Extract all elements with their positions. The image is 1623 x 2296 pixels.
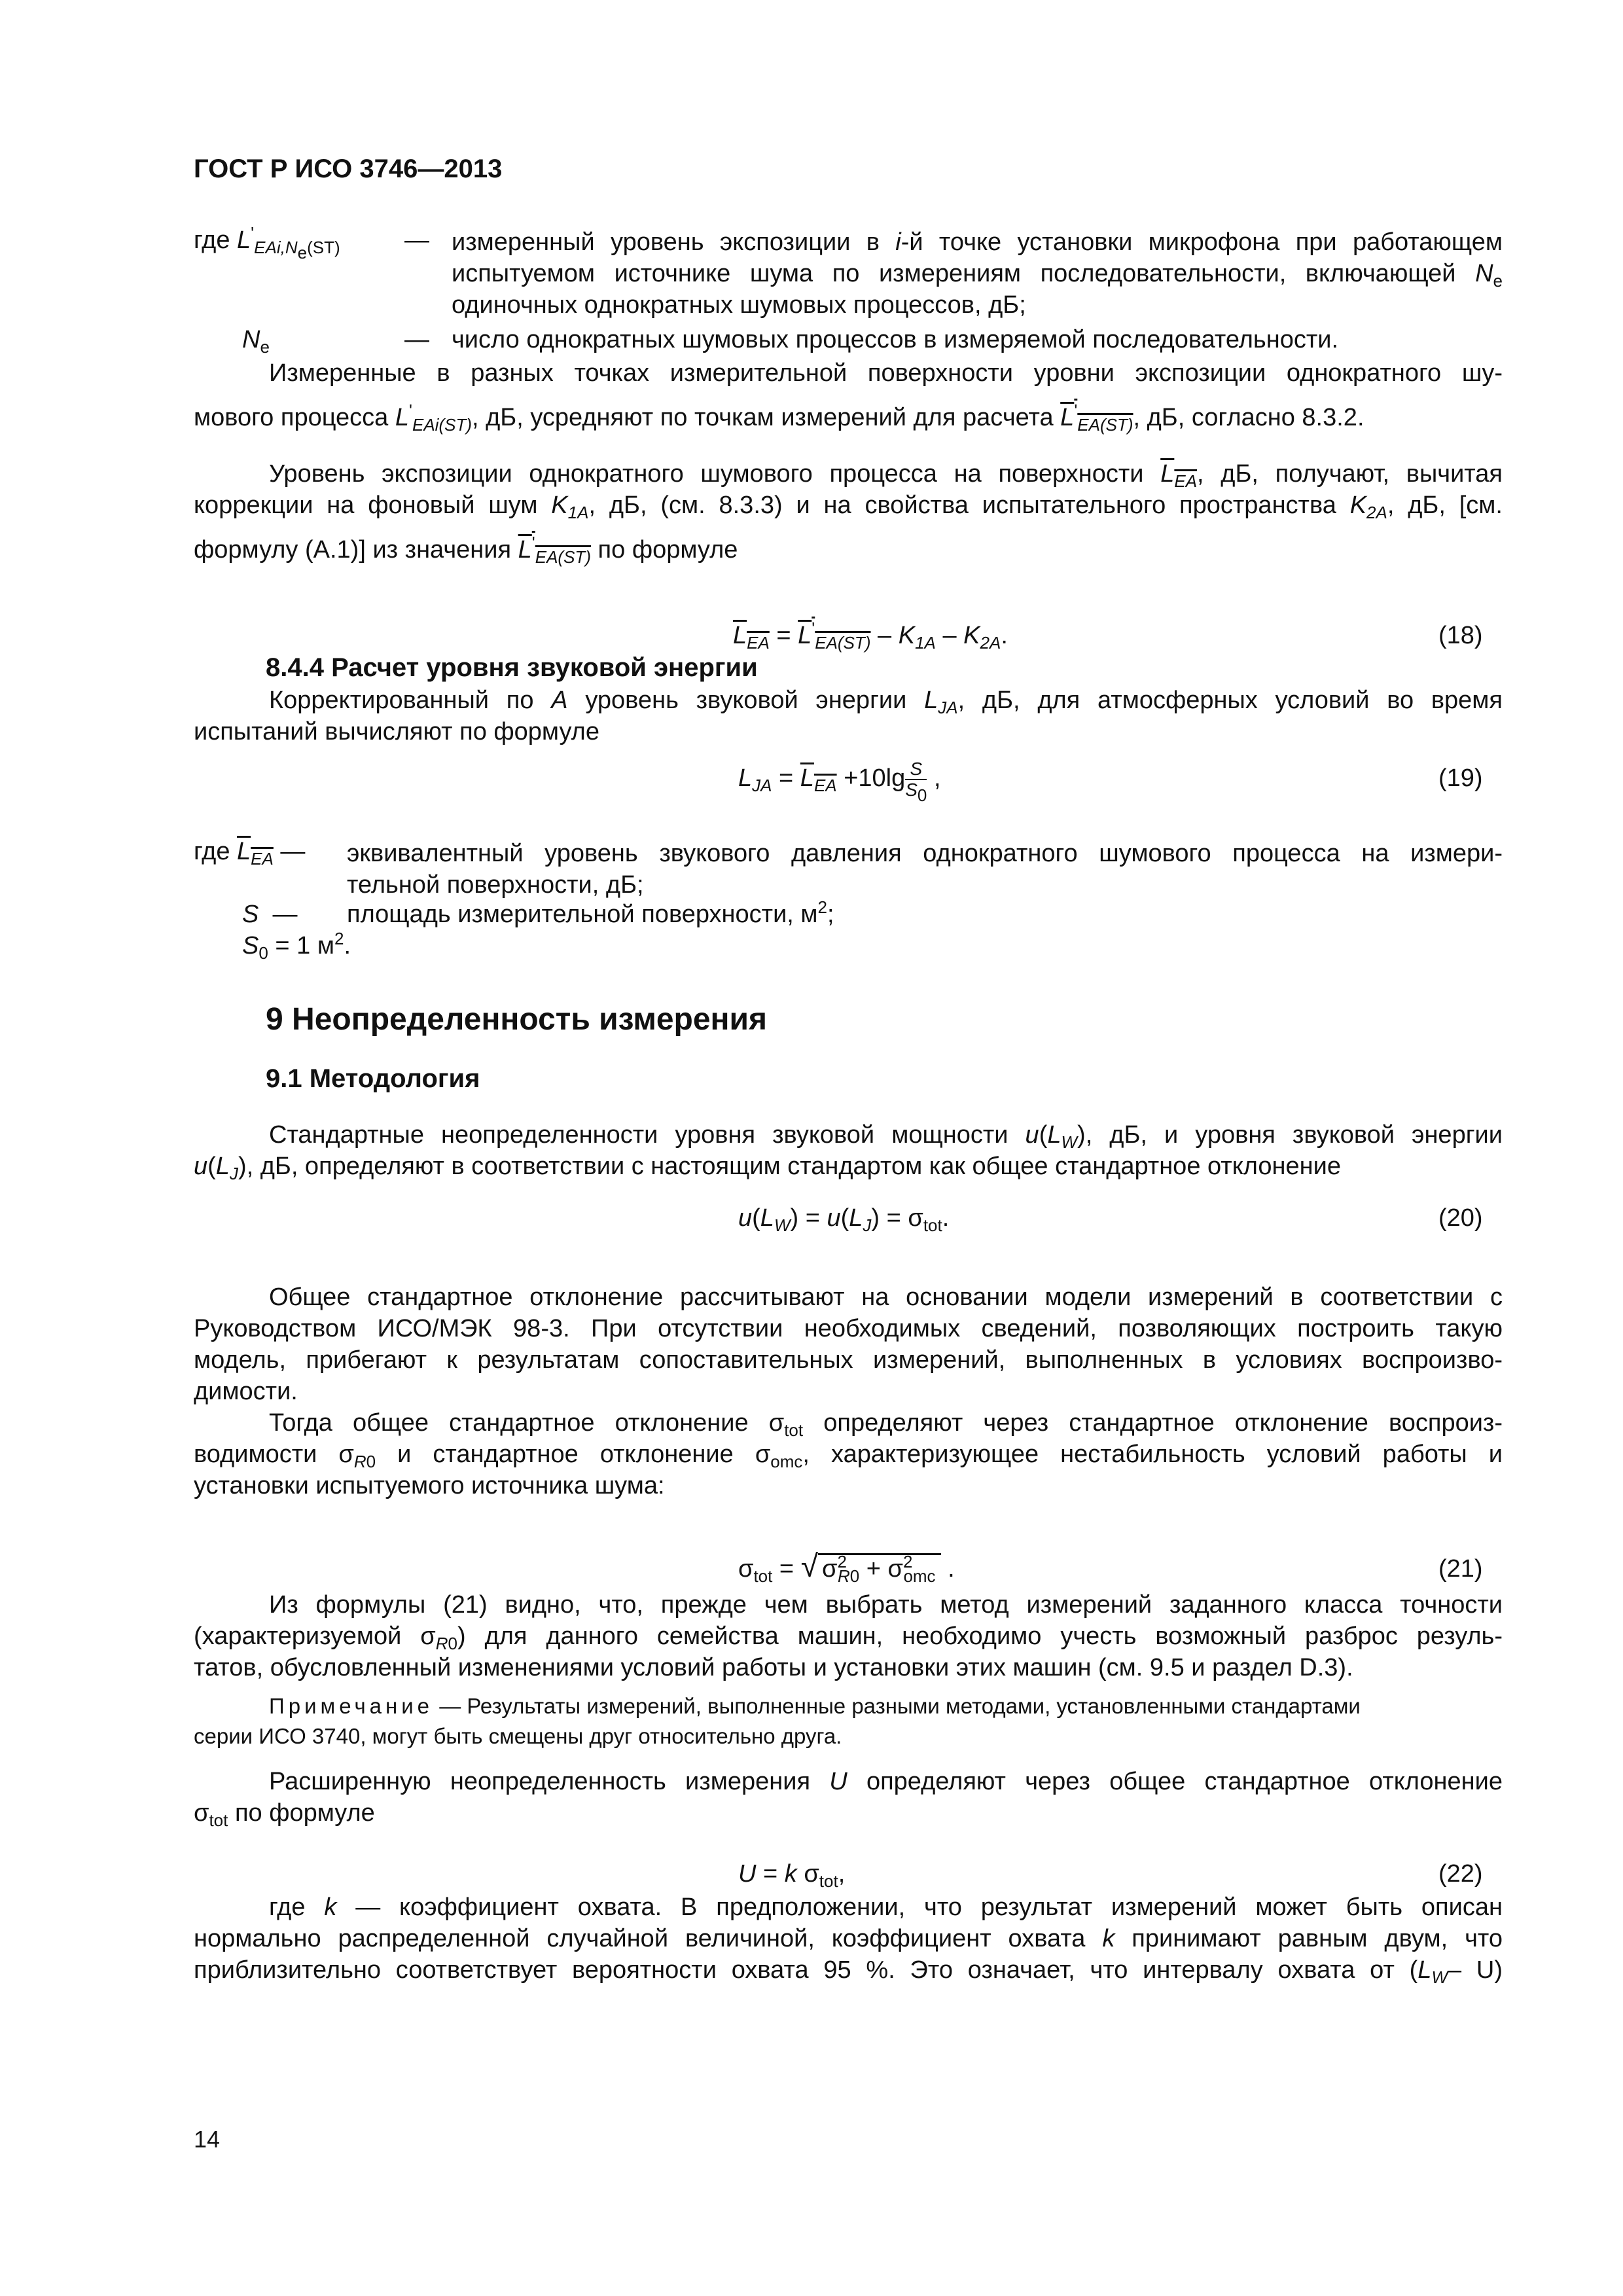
p91-a: Стандартные неопределенности уровня звуковой мощности: [269, 1121, 1008, 1149]
para6-U: U: [829, 1768, 847, 1795]
equation-21: $\sigma_{tot}$ = √ $\sigma^2_{R0} + \sigma^2_{omc}$ .: [738, 1549, 955, 1586]
para4-b1: водимости: [194, 1441, 317, 1468]
ne-sub: e: [260, 337, 270, 357]
para1-line-a: Измеренные в разных точках измерительной поверхности уровни экспозиции однократного шу-: [269, 359, 1503, 387]
def2-s0-text: = 1 м: [275, 932, 334, 960]
eq19-sub2: EA: [813, 776, 837, 796]
para7-a1: где: [269, 1893, 306, 1921]
section-9-title: 9 Неопределенность измерения: [266, 1002, 768, 1037]
equation-22: U = k $\sigma_{tot}$,: [738, 1860, 846, 1891]
def2-text-1a: эквивалентный уровень звукового давления однократного шумового процесса на измери-: [347, 840, 1503, 867]
p844-A: A: [551, 687, 568, 714]
p844-a3: , дБ, для атмосферных условий во время: [957, 687, 1503, 714]
def2-s: S: [242, 901, 259, 928]
def-text-ne-sub: e: [1493, 271, 1503, 291]
para1-b2: , дБ, усредняют по точкам измерений для расчета: [472, 404, 1054, 431]
equation-18: $L_{EA} = L'_{EA(ST)} - K_{1A} - K_{2A}$.: [733, 619, 1008, 653]
para7-b: нормально распределенной случайной величиной, коэффициент охвата k принимают равным двум, что: [194, 1925, 1503, 1952]
para4-b: водимости $\sigma_{R0}$ и стандартное отклонение $\sigma_{omc}$, характеризующее нестабильность условий работы и: [194, 1441, 1503, 1471]
sym-sub: EAi,N: [254, 238, 298, 257]
section-8-4-4-title: 8.4.4 Расчет уровня звуковой энергии: [266, 653, 758, 682]
eq19-lg: +10lg: [844, 764, 906, 793]
eq19-fraction: $\frac{S}{S_0}$: [905, 759, 927, 805]
paragraph-8-4-4: [194, 685, 1503, 747]
para7-b2: принимают равным двум, что: [1132, 1925, 1503, 1952]
equation-number-19: (19): [1438, 764, 1483, 792]
equation-number-21: (21): [1438, 1555, 1483, 1583]
def-text-1d: одиночных однократных шумовых процессов, дБ;: [452, 291, 1026, 319]
def-text-1c: испытуемом источнике шума по измерениям последовательности, включающей: [452, 260, 1456, 287]
paragraph-3: [194, 1282, 1503, 1407]
para2-b-sub1: 1A: [567, 503, 589, 522]
para2-b3: , дБ, [см.: [1387, 492, 1503, 519]
para2-b-sub2: 2A: [1366, 503, 1387, 522]
def2-where: где: [194, 838, 230, 865]
para1-sub1: EAi(ST): [412, 415, 472, 435]
def2-text-2a: площадь измерительной поверхности, м: [347, 901, 818, 928]
eq19-frac-bot-sub: 0: [917, 785, 927, 805]
where-word: где: [194, 226, 230, 254]
def-dash-2: —: [404, 326, 429, 353]
para7-a: [194, 1892, 1503, 1923]
para5-c: татов, обусловленный изменениями условий работы и установки этих машин (см. 9.5 и раздел D.3).: [194, 1654, 1353, 1681]
para1-b3: , дБ, согласно 8.3.2.: [1133, 404, 1364, 431]
equation-number-18: (18): [1438, 622, 1483, 649]
note-b: серии ИСО 3740, могут быть смещены друг относительно друга.: [194, 1724, 842, 1748]
para1-b1: мового процесса: [194, 404, 389, 431]
p844-line-a: Корректированный по A уровень звуковой энергии $L_{JA}$, дБ, для атмосферных условий во время: [269, 687, 1503, 717]
para6-a1: Расширенную неопределенность измерения: [269, 1768, 811, 1795]
p91-line-b: $u(L_J)$, дБ, определяют в соответствии с настоящим стандартом как общее стандартное отклонение: [194, 1153, 1341, 1183]
def2-symbol-lea: где $L_{EA}$ —: [194, 838, 306, 869]
note-label: Примечание: [269, 1694, 434, 1718]
def-text-1i: i: [895, 228, 901, 256]
p844-line-b: испытаний вычисляют по формуле: [194, 718, 599, 745]
para1-line-b: мового процесса $L'_{EAi(ST)}$, дБ, усредняют по точкам измерений для расчета $L'_{EA(ST)}$, дБ, согласно 8.3.2.: [194, 401, 1364, 435]
def2-symbol-s: S —: [242, 901, 298, 928]
paragraph-6: [194, 1766, 1503, 1829]
paragraph-9-1: [194, 1119, 1503, 1182]
def2-text-1: [347, 838, 1503, 901]
para7-a2: — коэффициент охвата. В предположении, что результат измерений может быть описан: [355, 1893, 1503, 1921]
para1-sub2: EA(ST): [1077, 415, 1133, 435]
sym-sub2: e: [297, 243, 308, 262]
para7-k: k: [324, 1893, 337, 1921]
eq18-sub3: 1A: [915, 633, 936, 653]
para3-b: Руководством ИСО/МЭК 98-3. При отсутствии необходимых сведений, позволяющих построить такую: [194, 1315, 1503, 1342]
def2-text-2: площадь измерительной поверхности, $м^2$;: [347, 897, 834, 928]
p91-a2: , дБ, и уровня звуковой энергии: [1085, 1121, 1503, 1149]
eq18-sub1: EA: [747, 633, 770, 653]
def2-sub: EA: [251, 849, 274, 869]
eq19-frac-top: S: [910, 759, 923, 779]
para2-line-c: формулу (А.1)] из значения $L'_{EA(ST)}$ по формуле: [194, 533, 738, 567]
para2-c2: по формуле: [597, 536, 738, 564]
def-symbol-ne: $N_e$: [242, 326, 270, 357]
def2-s0: $S_0 = 1$ $м^2$.: [242, 929, 351, 963]
equation-20: $u(L_W) = u(L_J) = \sigma_{tot}$.: [738, 1204, 950, 1235]
para7-c1: приблизительно соответствует вероятности охвата 95 %. Это означает, что интервалу охвата от (: [194, 1956, 1418, 1984]
para5-a: Из формулы (21) видно, что, прежде чем выбрать метод измерений заданного класса точности: [269, 1591, 1503, 1619]
def-symbol-leai: где $L'_{EAi,N_e(ST)}$: [194, 223, 340, 262]
equation-number-22: (22): [1438, 1860, 1483, 1888]
p844-a1: Корректированный по: [269, 687, 534, 714]
paragraph-4: [194, 1407, 1503, 1501]
def-text-2: число однократных шумовых процессов в измеряемой последовательности.: [452, 326, 1339, 353]
p91-line-a: Стандартные неопределенности уровня звуковой мощности $u(L_W)$, дБ, и уровня звуковой энергии: [269, 1121, 1503, 1152]
def-text-1: измеренный уровень экспозиции в i-й точке установки микрофона при работающем испытуемом источнике шума по измерениям последовательности, включающей $N_e$ одиночных однократных шумовых процессов, дБ;: [452, 228, 1503, 319]
paragraph-1: [194, 357, 1503, 433]
note: [194, 1691, 1503, 1751]
p844-a2: уровень звуковой энергии: [585, 687, 907, 714]
para5-b: (характеризуемой $\sigma_{R0}$) для данного семейства машин, необходимо учесть возможный разброс резуль-: [194, 1623, 1503, 1653]
document-header: ГОСТ Р ИСО 3746—2013: [194, 154, 503, 183]
note-line-a: [194, 1691, 1503, 1721]
para5-b1: (характеризуемой: [194, 1623, 402, 1650]
note-a: — Результаты измерений, выполненные разными методами, установленными стандартами: [439, 1694, 1361, 1718]
para2-c-sub: EA(ST): [535, 547, 591, 567]
def-dash-1: —: [404, 226, 429, 254]
paragraph-5: [194, 1589, 1503, 1683]
para3-c: модель, прибегают к результатам сопоставительных измерений, выполненных в условиях воспроизво-: [194, 1346, 1503, 1374]
p844-sub: JA: [938, 698, 958, 717]
para4-c: установки испытуемого источника шума:: [194, 1472, 665, 1499]
para2-b1: коррекции на фоновый шум: [194, 492, 538, 519]
para4-a: Тогда общее стандартное отклонение $\sigma_{tot}$ определяют через стандартное отклонение воспроиз-: [269, 1409, 1503, 1440]
para2-line-a: Уровень экспозиции однократного шумового процесса на поверхности $L_{EA}$, дБ, получают, вычитая: [269, 460, 1503, 491]
para6-b: $\sigma_{tot}$ по формуле: [194, 1799, 375, 1830]
para7-c2: – U): [1447, 1956, 1503, 1984]
page-number: 14: [194, 2126, 221, 2153]
para4-a1: Тогда общее стандартное отклонение: [269, 1409, 749, 1437]
para2-a1: Уровень экспозиции однократного шумового процесса на поверхности: [269, 460, 1144, 488]
equation-19: $L_{JA} = L_{EA} +10\lg$ $\frac{S}{S_0}$ ,: [738, 759, 941, 805]
para2-c1: формулу (А.1)] из значения: [194, 536, 512, 564]
para7-b1: нормально распределенной случайной величиной, коэффициент охвата: [194, 1925, 1086, 1952]
para3-d: димости.: [194, 1378, 298, 1405]
para5-b2: ) для данного семейства машин, необходимо учесть возможный разброс резуль-: [457, 1623, 1503, 1650]
para6-a2: определяют через общее стандартное отклонение: [866, 1768, 1503, 1795]
section-9-1-title: 9.1 Методология: [266, 1064, 480, 1093]
para7-c: приблизительно соответствует вероятности охвата 95 %. Это означает, что интервалу охвата от ($L_W-$ U): [194, 1956, 1503, 1987]
para2-b2: , дБ, (см. 8.3.3) и на свойства испытательного пространства: [588, 492, 1336, 519]
paragraph-2: [194, 458, 1503, 565]
eq18-sub2: EA(ST): [815, 633, 871, 653]
para4-b2: и стандартное отклонение: [397, 1441, 734, 1468]
def-text-1a: измеренный уровень экспозиции в: [452, 228, 880, 256]
p91-b: , дБ, определяют в соответствии с настоящим стандартом как общее стандартное отклонение: [246, 1153, 1341, 1180]
eq18-sub4: 2A: [980, 633, 1001, 653]
para2-line-b: коррекции на фоновый шум $K_{1A}$, дБ, (см. 8.3.3) и на свойства испытательного пространства $K_{2A}$, дБ, [см.: [194, 492, 1503, 522]
para4-b3: , характеризующее нестабильность условий работы и: [802, 1441, 1503, 1468]
para6-a: [194, 1766, 1503, 1797]
def2-text-1b: тельной поверхности, дБ;: [347, 871, 644, 899]
para3-a: Общее стандартное отклонение рассчитывают на основании модели измерений в соответствии с: [269, 1283, 1503, 1311]
eq19-sub1: JA: [752, 776, 772, 796]
sym-tail: (ST): [307, 238, 340, 257]
paragraph-7: [194, 1892, 1503, 1986]
para4-a2: определяют через стандартное отклонение воспроиз-: [823, 1409, 1503, 1437]
para2-a-sub: EA: [1174, 471, 1198, 491]
def-text-1b: -й точке установки микрофона при работающем: [901, 228, 1503, 256]
equation-number-20: (20): [1438, 1204, 1483, 1232]
para6-b-text: по формуле: [234, 1799, 375, 1827]
para2-a2: , дБ, получают, вычитая: [1197, 460, 1503, 488]
